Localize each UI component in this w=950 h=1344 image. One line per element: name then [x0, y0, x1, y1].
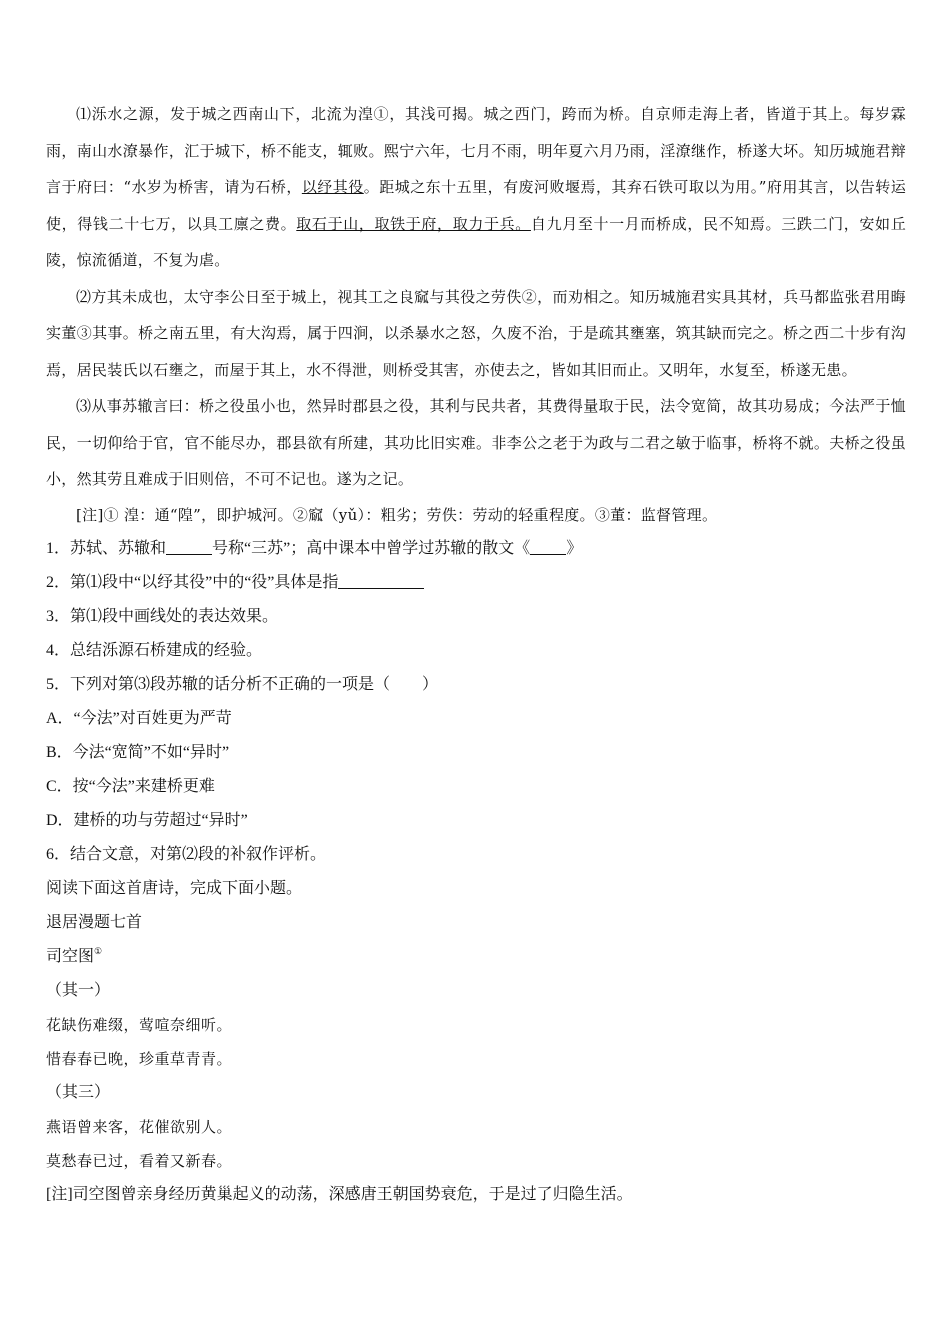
poem-intro: 阅读下面这首唐诗，完成下面小题。 — [46, 879, 303, 897]
question-4: 4．总结泺源石桥建成的经验。 — [46, 641, 263, 659]
question-6: 6．结合文意，对第⑵段的补叙作评析。 — [46, 845, 327, 863]
p1-underline-2: 取石于山，取铁于府，取力于兵。 — [296, 214, 531, 233]
question-3: 3．第⑴段中画线处的表达效果。 — [46, 607, 279, 625]
passage-paragraph-3: ⑶从事苏辙言曰：桥之役虽小也，然异时郡县之役，其利与民共者，其费得量取于民，法令宽简，故其功易成；今法严于恤民，一切仰给于官，官不能尽办，郡县欲有所建，其功比旧实难。非李公之老于为政与二君之敏于临事，桥将不就。夫桥之役虽小，然其劳且难成于旧则倍，不可不记也。遂为之记。 — [46, 397, 906, 488]
poem-line: 燕语曾来客，花催欲别人。 — [46, 1117, 233, 1136]
passage-paragraph-1 — [46, 96, 906, 279]
poem-title: 退居漫题七首 — [46, 913, 143, 931]
option-a: A．“今法”对百姓更为严苛 — [46, 709, 232, 727]
poem-line: 惜春春已晚，珍重草青青。 — [46, 1049, 233, 1068]
passage-note: [注]① 湟：通“隍”，即护城河。②窳（yǔ）：粗劣；劳佚：劳动的轻重程度。③董：监督管理。 — [76, 505, 718, 524]
poem-line: 莫愁春已过，看着又新春。 — [46, 1151, 233, 1170]
p1-text-b: 。距城之东十五里，有废河败堰焉，其弃石铁可取以为用。”府用其言，以告转运使，得钱二十七万，以具工廪之费。 — [46, 178, 906, 233]
question-5: 5．下列对第⑶段苏辙的话分析不正确的一项是（ ） — [46, 675, 439, 693]
option-d: D．建桥的功与劳超过“异时” — [46, 811, 248, 829]
option-c: C．按“今法”来建桥更难 — [46, 777, 215, 795]
poem-stanza-1-label: （其一） — [46, 981, 111, 999]
poem-stanza-3-label: （其三） — [46, 1083, 111, 1101]
p1-text-a: ⑴泺水之源，发于城之西南山下，北流为湟①，其浅可揭。城之西门，跨而为桥。自京师走海上者，皆道于其上。每岁霖雨，南山水潦暴作，汇于城下，桥不能支，辄败。熙宁六年，七月不雨，明年夏六月乃雨，淫潦继作，桥遂大坏。知历城施君辩言于府曰：“水岁为桥害，请为石桥， — [46, 105, 906, 196]
passage-paragraph-2: ⑵方其未成也，太守李公日至于城上，视其工之良窳与其役之劳佚②，而劝相之。知历城施君实具其材，兵马都监张君用晦实董③其事。桥之南五里，有大沟焉，属于四涧，以杀暴水之怒，久废不治，于是疏其壅塞，筑其缺而完之。桥之西二十步有沟焉，居民装氏以石壅之，而屋于其上，水不得泄，则桥受其害，亦使去之，皆如其旧而止。又明年，水复至，桥遂无患。 — [46, 287, 906, 379]
p1-underline-1: 以纾其役 — [301, 178, 364, 196]
answer-blank[interactable] — [530, 538, 566, 555]
poem-line: 花缺伤难缀，莺喧奈细听。 — [46, 1015, 233, 1034]
answer-blank[interactable] — [338, 572, 424, 589]
footnote-mark: ① — [94, 945, 103, 956]
poem-author: 司空图① — [46, 945, 103, 965]
p1-text-c: 自九月至十一月而桥成，民不知焉。三跌二门，安如丘陵，惊流循道，不复为虐。 — [46, 214, 906, 269]
document-page — [46, 96, 906, 1212]
question-1: 1．苏轼、苏辙和 号称“三苏”；高中课本中曾学过苏辙的散文《 》 — [46, 539, 583, 557]
poem-note: [注]司空图曾亲身经历黄巢起义的动荡，深感唐王朝国势衰危，于是过了归隐生活。 — [46, 1185, 633, 1203]
question-2: 2．第⑴段中“以纾其役”中的“役”具体是指 — [46, 566, 906, 600]
answer-blank[interactable] — [166, 538, 212, 555]
option-b: B．今法“宽简”不如“异时” — [46, 743, 230, 761]
